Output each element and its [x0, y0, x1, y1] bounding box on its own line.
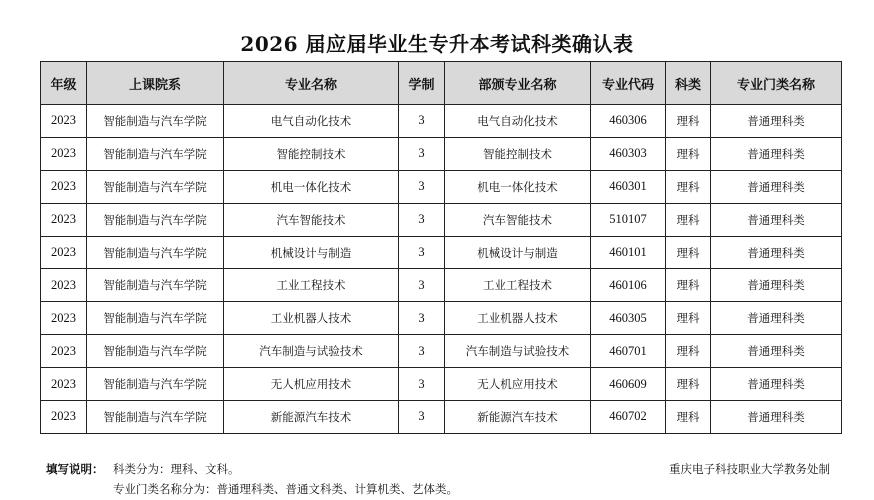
cell-department: 智能制造与汽车学院 [87, 203, 224, 236]
cell-major-code: 510107 [591, 203, 666, 236]
cell-major-category: 普通理科类 [711, 203, 842, 236]
table-row [41, 335, 842, 368]
cell-duration: 3 [399, 236, 445, 269]
cell-department: 智能制造与汽车学院 [87, 105, 224, 138]
table-row [41, 269, 842, 302]
cell-major-name: 机械设计与制造 [224, 236, 399, 269]
column-header-official-major-name: 部颁专业名称 [445, 62, 591, 105]
cell-subject-category: 理科 [666, 302, 711, 335]
cell-duration: 3 [399, 401, 445, 434]
cell-grade: 2023 [41, 170, 87, 203]
table-row [41, 105, 842, 138]
column-header-major-name: 专业名称 [224, 62, 399, 105]
cell-major-name: 汽车智能技术 [224, 203, 399, 236]
cell-major-code: 460106 [591, 269, 666, 302]
cell-subject-category: 理科 [666, 401, 711, 434]
cell-official-major-name: 新能源汽车技术 [445, 401, 591, 434]
notes-label: 填写说明： [46, 462, 104, 476]
cell-official-major-name: 工业工程技术 [445, 269, 591, 302]
cell-major-category: 普通理科类 [711, 269, 842, 302]
table-body [41, 105, 842, 434]
column-header-department: 上课院系 [87, 62, 224, 105]
cell-grade: 2023 [41, 236, 87, 269]
cell-official-major-name: 工业机器人技术 [445, 302, 591, 335]
cell-official-major-name: 智能控制技术 [445, 137, 591, 170]
cell-department: 智能制造与汽车学院 [87, 236, 224, 269]
table-row [41, 401, 842, 434]
cell-department: 智能制造与汽车学院 [87, 137, 224, 170]
table-row [41, 236, 842, 269]
confirmation-table [40, 61, 842, 434]
cell-major-name: 工业工程技术 [224, 269, 399, 302]
cell-department: 智能制造与汽车学院 [87, 302, 224, 335]
cell-grade: 2023 [41, 105, 87, 138]
cell-grade: 2023 [41, 203, 87, 236]
cell-major-category: 普通理科类 [711, 335, 842, 368]
table-row [41, 368, 842, 401]
cell-grade: 2023 [41, 401, 87, 434]
notes-major-categories: 专业门类名称分为：普通理科类、普通文科类、计算机类、艺体类。 [113, 482, 458, 496]
cell-official-major-name: 汽车智能技术 [445, 203, 591, 236]
cell-grade: 2023 [41, 335, 87, 368]
cell-major-name: 电气自动化技术 [224, 105, 399, 138]
cell-major-code: 460301 [591, 170, 666, 203]
cell-subject-category: 理科 [666, 269, 711, 302]
table-header-row [41, 62, 842, 105]
table-row [41, 137, 842, 170]
cell-duration: 3 [399, 105, 445, 138]
cell-grade: 2023 [41, 137, 87, 170]
cell-official-major-name: 无人机应用技术 [445, 368, 591, 401]
notes-subject-categories: 科类分为：理科、文科。 [113, 462, 240, 476]
cell-subject-category: 理科 [666, 170, 711, 203]
cell-major-code: 460101 [591, 236, 666, 269]
cell-duration: 3 [399, 269, 445, 302]
table-row [41, 170, 842, 203]
cell-major-category: 普通理科类 [711, 170, 842, 203]
column-header-major-category: 专业门类名称 [711, 62, 842, 105]
cell-grade: 2023 [41, 269, 87, 302]
column-header-duration: 学制 [399, 62, 445, 105]
cell-duration: 3 [399, 335, 445, 368]
cell-grade: 2023 [41, 302, 87, 335]
cell-major-code: 460306 [591, 105, 666, 138]
cell-major-name: 工业机器人技术 [224, 302, 399, 335]
cell-subject-category: 理科 [666, 137, 711, 170]
cell-major-category: 普通理科类 [711, 236, 842, 269]
cell-official-major-name: 汽车制造与试验技术 [445, 335, 591, 368]
cell-subject-category: 理科 [666, 203, 711, 236]
cell-department: 智能制造与汽车学院 [87, 170, 224, 203]
cell-department: 智能制造与汽车学院 [87, 335, 224, 368]
page-title: 2026 届应届毕业生专升本考试科类确认表 [240, 32, 634, 56]
cell-major-name: 智能控制技术 [224, 137, 399, 170]
column-header-subject-category: 科类 [666, 62, 711, 105]
cell-major-name: 无人机应用技术 [224, 368, 399, 401]
table-row [41, 302, 842, 335]
table-row [41, 203, 842, 236]
cell-official-major-name: 机械设计与制造 [445, 236, 591, 269]
cell-department: 智能制造与汽车学院 [87, 368, 224, 401]
cell-major-code: 460609 [591, 368, 666, 401]
issuing-office: 重庆电子科技职业大学教务处制 [669, 462, 830, 476]
cell-subject-category: 理科 [666, 368, 711, 401]
column-header-major-code: 专业代码 [591, 62, 666, 105]
cell-major-name: 新能源汽车技术 [224, 401, 399, 434]
cell-duration: 3 [399, 203, 445, 236]
cell-department: 智能制造与汽车学院 [87, 269, 224, 302]
cell-department: 智能制造与汽车学院 [87, 401, 224, 434]
cell-official-major-name: 电气自动化技术 [445, 105, 591, 138]
cell-duration: 3 [399, 302, 445, 335]
cell-duration: 3 [399, 368, 445, 401]
cell-major-code: 460305 [591, 302, 666, 335]
cell-major-name: 机电一体化技术 [224, 170, 399, 203]
cell-major-code: 460702 [591, 401, 666, 434]
cell-duration: 3 [399, 137, 445, 170]
cell-major-category: 普通理科类 [711, 302, 842, 335]
cell-duration: 3 [399, 170, 445, 203]
cell-major-category: 普通理科类 [711, 105, 842, 138]
cell-subject-category: 理科 [666, 335, 711, 368]
cell-subject-category: 理科 [666, 236, 711, 269]
cell-grade: 2023 [41, 368, 87, 401]
column-header-grade: 年级 [41, 62, 87, 105]
cell-major-category: 普通理科类 [711, 368, 842, 401]
cell-major-category: 普通理科类 [711, 137, 842, 170]
cell-subject-category: 理科 [666, 105, 711, 138]
cell-major-code: 460303 [591, 137, 666, 170]
cell-official-major-name: 机电一体化技术 [445, 170, 591, 203]
cell-major-code: 460701 [591, 335, 666, 368]
cell-major-name: 汽车制造与试验技术 [224, 335, 399, 368]
cell-major-category: 普通理科类 [711, 401, 842, 434]
